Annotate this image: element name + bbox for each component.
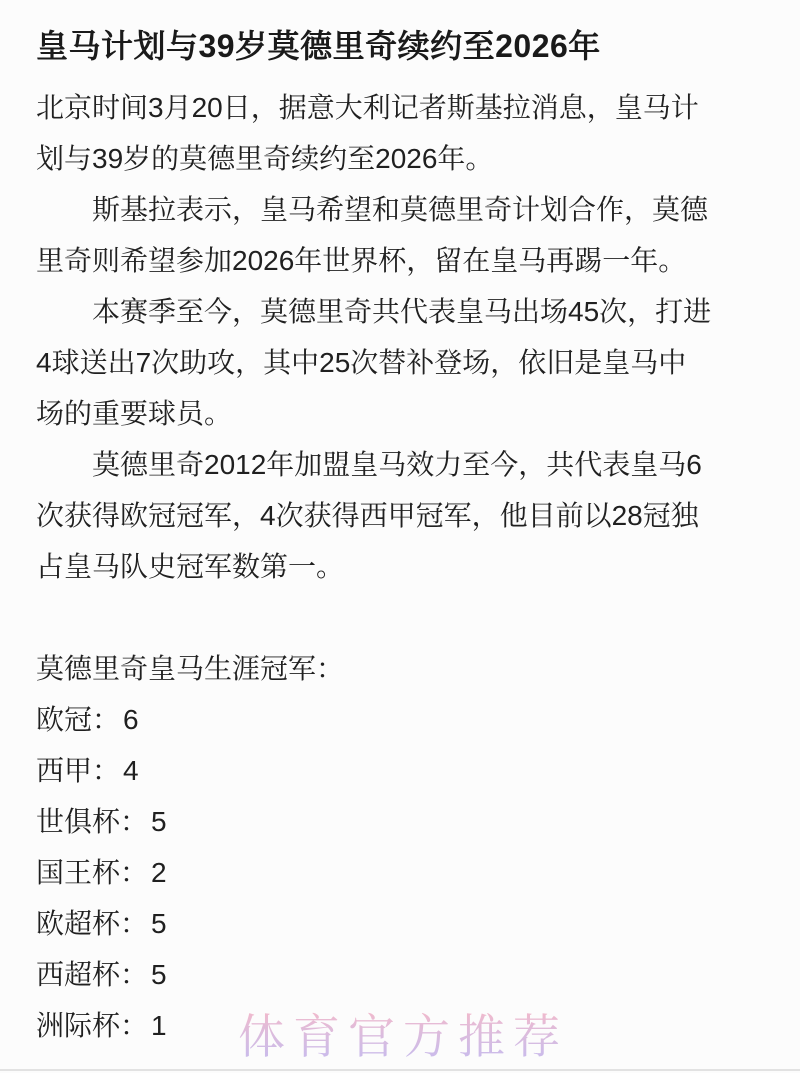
trophy-list-heading: 莫德里奇皇马生涯冠军： [36,653,345,684]
trophy-count: 2 [151,857,167,888]
trophy-label: 西超杯 [36,959,121,990]
article-body [36,82,764,592]
paragraph-line: 北京时间3月20日，据意大利记者斯基拉消息，皇马计 [36,92,699,123]
trophy-label: 洲际杯 [36,1010,121,1041]
trophy-list [36,643,764,1051]
paragraph-line: 占皇马队史冠军数第一。 [36,551,345,582]
trophy-row [36,796,764,847]
trophy-count: 5 [151,806,167,837]
promo-watermark: 体育官方推荐 [238,1000,568,1067]
paragraph-line: 划与39岁的莫德里奇续约至2026年。 [36,143,494,174]
trophy-row [36,694,764,745]
trophy-row [36,949,764,1000]
trophy-row [36,898,764,949]
paragraph-line: 4球送出7次助攻，其中25次替补登场，依旧是皇马中 [36,347,687,378]
trophy-count: 4 [123,755,139,786]
article-title: 皇马计划与39岁莫德里奇续约至2026年 [36,28,601,64]
colon-separator: ： [120,1010,149,1041]
colon-separator: ： [92,755,121,786]
trophy-count: 5 [151,959,167,990]
colon-separator: ： [120,908,149,939]
paragraph-line: 本赛季至今，莫德里奇共代表皇马出场45次，打进 [92,296,712,327]
paragraph-line: 场的重要球员。 [36,398,233,429]
paragraph-line: 斯基拉表示，皇马希望和莫德里奇计划合作，莫德 [92,194,709,225]
paragraph-line: 次获得欧冠冠军，4次获得西甲冠军，他目前以28冠独 [36,500,699,531]
bottom-divider [0,1069,800,1071]
paragraph-line: 里奇则希望参加2026年世界杯，留在皇马再踢一年。 [36,245,687,276]
colon-separator: ： [120,857,149,888]
trophy-label: 世俱杯 [36,806,121,837]
trophy-label: 国王杯 [36,857,121,888]
trophy-label: 西甲 [36,755,93,786]
trophy-label: 欧冠 [36,704,93,735]
trophy-count: 6 [123,704,139,735]
trophy-label: 欧超杯 [36,908,121,939]
trophy-row [36,847,764,898]
trophy-row [36,745,764,796]
colon-separator: ： [120,806,149,837]
colon-separator: ： [120,959,149,990]
colon-separator: ： [92,704,121,735]
trophy-count: 5 [151,908,167,939]
trophy-count: 1 [151,1010,167,1041]
paragraph-line: 莫德里奇2012年加盟皇马效力至今，共代表皇马6 [92,449,702,480]
